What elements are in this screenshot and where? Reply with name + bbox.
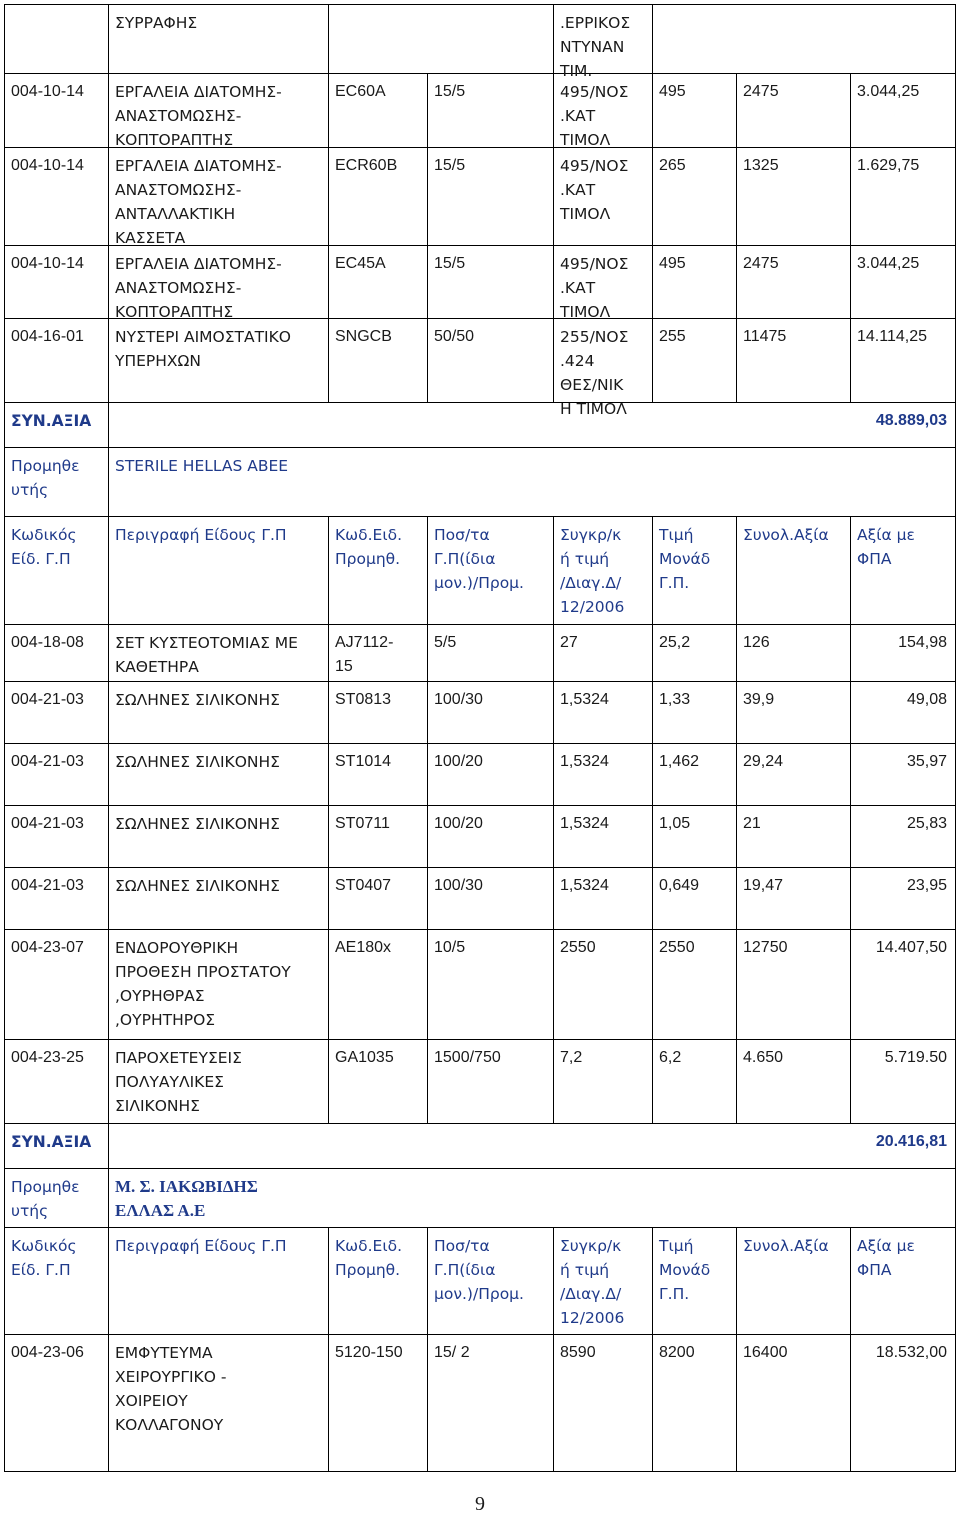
section3-header-ref: Συγκρ/κ ή τιμή /Διαγ.Δ/ 12/2006 <box>554 1228 653 1335</box>
section2-row-4-code: 004-21-03 <box>4 868 109 930</box>
section3-row-0-total: 16400 <box>737 1335 851 1472</box>
section2-row-6-code: 004-23-25 <box>4 1040 109 1124</box>
section1-row-3-code: 004-16-01 <box>4 319 109 403</box>
section2-row-5-qty: 10/5 <box>428 930 554 1040</box>
section2-row-2-ref: 1,5324 <box>554 744 653 806</box>
section2-row-6-qty: 1500/750 <box>428 1040 554 1124</box>
section1-row-3-qty: 50/50 <box>428 319 554 403</box>
section2-row-4-supplier-code: ST0407 <box>329 868 428 930</box>
section1-row-0-desc: ΕΡΓΑΛΕΙΑ ΔΙΑΤΟΜΗΣ- ΑΝΑΣΤΟΜΩΣΗΣ- ΚΟΠΤΟΡΑΠΤΗΣ <box>109 74 329 148</box>
section2-row-2-qty: 100/20 <box>428 744 554 806</box>
section2-sum-label: ΣΥΝ.ΑΞΙΑ <box>4 1124 109 1169</box>
section2-row-5-total: 12750 <box>737 930 851 1040</box>
section2-row-4-unit-price: 0,649 <box>653 868 737 930</box>
section1-row-1-total-vat: 1.629,75 <box>851 148 956 246</box>
section1-row-1-qty: 15/5 <box>428 148 554 246</box>
section2-row-1-unit-price: 1,33 <box>653 682 737 744</box>
section2-row-2-code: 004-21-03 <box>4 744 109 806</box>
section1-sum-value: 48.889,03 <box>109 403 956 448</box>
section2-row-0-unit-price: 25,2 <box>653 625 737 682</box>
section3-row-0-unit-price: 8200 <box>653 1335 737 1472</box>
section1-row-2-code: 004-10-14 <box>4 246 109 319</box>
section1-row-1-supplier-code: ECR60B <box>329 148 428 246</box>
section2-row-2-desc: ΣΩΛΗΝΕΣ ΣΙΛΙΚΟΝΗΣ <box>109 744 329 806</box>
section1-row-2-total: 2475 <box>737 246 851 319</box>
section2-header-desc: Περιγραφή Είδους Γ.Π <box>109 517 329 625</box>
section2-row-0-total-vat: 154,98 <box>851 625 956 682</box>
section3-header-code: Κωδικός Είδ. Γ.Π <box>4 1228 109 1335</box>
section1-row-0-code: 004-10-14 <box>4 74 109 148</box>
section2-row-2-unit-price: 1,462 <box>653 744 737 806</box>
section2-row-6-total: 4.650 <box>737 1040 851 1124</box>
section2-row-3-ref: 1,5324 <box>554 806 653 868</box>
section1-row-0-supplier-code: EC60A <box>329 74 428 148</box>
section2-row-3-total: 21 <box>737 806 851 868</box>
section1-row-2-total-vat: 3.044,25 <box>851 246 956 319</box>
section1-sum-label: ΣΥΝ.ΑΞΙΑ <box>4 403 109 448</box>
section1-row-2-unit-price: 495 <box>653 246 737 319</box>
section2-row-0-ref: 27 <box>554 625 653 682</box>
section1-header-code <box>4 4 109 74</box>
section2-row-1-code: 004-21-03 <box>4 682 109 744</box>
section2-header-total-vat: Αξία με ΦΠΑ <box>851 517 956 625</box>
section2-row-1-qty: 100/30 <box>428 682 554 744</box>
section2-row-5-code: 004-23-07 <box>4 930 109 1040</box>
section2-row-4-total-vat: 23,95 <box>851 868 956 930</box>
section1-row-1-ref: 495/ΝΟΣ .ΚΑΤ ΤΙΜΟΛ <box>554 148 653 246</box>
section3-row-0-desc: ΕΜΦΥΤΕΥΜΑ ΧΕΙΡΟΥΡΓΙΚΟ - ΧΟΙΡΕΙΟΥ ΚΟΛΛΑΓΟΝΟΥ <box>109 1335 329 1472</box>
section3-supplier-label: Προμηθε υτής <box>4 1169 109 1228</box>
section3-row-0-code: 004-23-06 <box>4 1335 109 1472</box>
section1-row-3-total-vat: 14.114,25 <box>851 319 956 403</box>
section1-row-0-ref: 495/ΝΟΣ .ΚΑΤ ΤΙΜΟΛ <box>554 74 653 148</box>
section2-header-qty: Ποσ/τα Γ.Π(ίδια μον.)/Προμ. <box>428 517 554 625</box>
section1-row-3-ref: 255/ΝΟΣ .424 ΘΕΣ/ΝΙΚ Η ΤΙΜΟΛ <box>554 319 653 403</box>
section2-sum-value: 20.416,81 <box>109 1124 956 1169</box>
section2-header-total: Συνολ.Αξία <box>737 517 851 625</box>
section3-supplier-name: Μ. Σ. ΙΑΚΩΒΙΔΗΣ ΕΛΛΑΣ Α.Ε <box>109 1169 956 1228</box>
section1-row-2-ref: 495/ΝΟΣ .ΚΑΤ ΤΙΜΟΛ <box>554 246 653 319</box>
section2-row-3-qty: 100/20 <box>428 806 554 868</box>
section1-header-tail <box>653 4 956 74</box>
section3-row-0-ref: 8590 <box>554 1335 653 1472</box>
section2-row-6-desc: ΠΑΡΟΧΕΤΕΥΣΕΙΣ ΠΟΛΥΑΥΛΙΚΕΣ ΣΙΛΙΚΟΝΗΣ <box>109 1040 329 1124</box>
section2-row-1-supplier-code: ST0813 <box>329 682 428 744</box>
section2-row-0-desc: ΣΕΤ ΚΥΣΤΕΟΤΟΜΙΑΣ ΜΕ ΚΑΘΕΤΗΡΑ <box>109 625 329 682</box>
section2-row-3-total-vat: 25,83 <box>851 806 956 868</box>
section2-header-ref: Συγκρ/κ ή τιμή /Διαγ.Δ/ 12/2006 <box>554 517 653 625</box>
section2-row-0-code: 004-18-08 <box>4 625 109 682</box>
section3-header-unit-price: Τιμή Μονάδ Γ.Π. <box>653 1228 737 1335</box>
section2-supplier-label: Προμηθε υτής <box>4 448 109 517</box>
section1-row-2-qty: 15/5 <box>428 246 554 319</box>
section1-row-0-unit-price: 495 <box>653 74 737 148</box>
section1-row-0-qty: 15/5 <box>428 74 554 148</box>
section2-row-3-supplier-code: ST0711 <box>329 806 428 868</box>
section2-header-unit-price: Τιμή Μονάδ Γ.Π. <box>653 517 737 625</box>
section1-row-2-desc: ΕΡΓΑΛΕΙΑ ΔΙΑΤΟΜΗΣ- ΑΝΑΣΤΟΜΩΣΗΣ- ΚΟΠΤΟΡΑΠΤΗΣ <box>109 246 329 319</box>
section2-row-2-total-vat: 35,97 <box>851 744 956 806</box>
section3-row-0-supplier-code: 5120-150 <box>329 1335 428 1472</box>
section1-header-desc: ΣΥΡΡΑΦΗΣ <box>109 4 329 74</box>
section2-row-3-desc: ΣΩΛΗΝΕΣ ΣΙΛΙΚΟΝΗΣ <box>109 806 329 868</box>
section2-row-5-unit-price: 2550 <box>653 930 737 1040</box>
section2-row-0-qty: 5/5 <box>428 625 554 682</box>
section1-row-3-total: 11475 <box>737 319 851 403</box>
section2-row-4-ref: 1,5324 <box>554 868 653 930</box>
section3-row-0-total-vat: 18.532,00 <box>851 1335 956 1472</box>
section2-header-code: Κωδικός Είδ. Γ.Π <box>4 517 109 625</box>
section1-header-price-note: .ΕΡΡΙΚΟΣ ΝΤΥΝΑΝ ΤΙΜ. <box>554 4 653 74</box>
section2-row-1-total-vat: 49,08 <box>851 682 956 744</box>
section3-header-total-vat: Αξία με ΦΠΑ <box>851 1228 956 1335</box>
section2-row-3-code: 004-21-03 <box>4 806 109 868</box>
section1-row-1-unit-price: 265 <box>653 148 737 246</box>
section2-row-6-total-vat: 5.719.50 <box>851 1040 956 1124</box>
section2-row-1-total: 39,9 <box>737 682 851 744</box>
section2-row-2-supplier-code: ST1014 <box>329 744 428 806</box>
section2-row-5-total-vat: 14.407,50 <box>851 930 956 1040</box>
section1-row-2-supplier-code: EC45A <box>329 246 428 319</box>
section2-row-5-supplier-code: AE180x <box>329 930 428 1040</box>
section2-row-0-total: 126 <box>737 625 851 682</box>
section3-header-qty: Ποσ/τα Γ.Π(ίδια μον.)/Προμ. <box>428 1228 554 1335</box>
section1-row-3-unit-price: 255 <box>653 319 737 403</box>
section2-row-1-ref: 1,5324 <box>554 682 653 744</box>
section2-row-5-desc: ΕΝΔΟΡΟΥΘΡΙΚΗ ΠΡΟΘΕΣΗ ΠΡΟΣΤΑΤΟΥ ,ΟΥΡΗΘΡΑΣ ,ΟΥΡΗΤΗΡΟΣ <box>109 930 329 1040</box>
section2-row-6-ref: 7,2 <box>554 1040 653 1124</box>
section2-row-6-supplier-code: GA1035 <box>329 1040 428 1124</box>
section1-row-1-code: 004-10-14 <box>4 148 109 246</box>
section2-row-6-unit-price: 6,2 <box>653 1040 737 1124</box>
page-number: 9 <box>475 1493 485 1515</box>
section3-header-supplier-code: Κωδ.Ειδ. Προμηθ. <box>329 1228 428 1335</box>
section2-row-4-desc: ΣΩΛΗΝΕΣ ΣΙΛΙΚΟΝΗΣ <box>109 868 329 930</box>
section1-row-3-supplier-code: SNGCB <box>329 319 428 403</box>
section1-row-0-total: 2475 <box>737 74 851 148</box>
section3-header-desc: Περιγραφή Είδους Γ.Π <box>109 1228 329 1335</box>
section2-row-1-desc: ΣΩΛΗΝΕΣ ΣΙΛΙΚΟΝΗΣ <box>109 682 329 744</box>
section3-header-total: Συνολ.Αξία <box>737 1228 851 1335</box>
section1-row-3-desc: ΝΥΣΤΕΡΙ ΑΙΜΟΣΤΑΤΙΚΟ ΥΠΕΡΗΧΩΝ <box>109 319 329 403</box>
section2-row-4-qty: 100/30 <box>428 868 554 930</box>
section2-row-4-total: 19,47 <box>737 868 851 930</box>
section1-header-blank <box>329 4 554 74</box>
section2-row-3-unit-price: 1,05 <box>653 806 737 868</box>
section1-row-0-total-vat: 3.044,25 <box>851 74 956 148</box>
section3-row-0-qty: 15/ 2 <box>428 1335 554 1472</box>
section2-row-2-total: 29,24 <box>737 744 851 806</box>
section2-supplier-name: STERILE HELLAS ABEE <box>109 448 956 517</box>
section2-header-supplier-code: Κωδ.Ειδ. Προμηθ. <box>329 517 428 625</box>
section2-row-0-supplier-code: AJ7112- 15 <box>329 625 428 682</box>
section1-row-1-desc: ΕΡΓΑΛΕΙΑ ΔΙΑΤΟΜΗΣ- ΑΝΑΣΤΟΜΩΣΗΣ- ΑΝΤΑΛΛΑΚΤΙΚΗ ΚΑΣΣΕΤΑ <box>109 148 329 246</box>
section1-row-1-total: 1325 <box>737 148 851 246</box>
section2-row-5-ref: 2550 <box>554 930 653 1040</box>
price-table <box>4 4 956 1472</box>
